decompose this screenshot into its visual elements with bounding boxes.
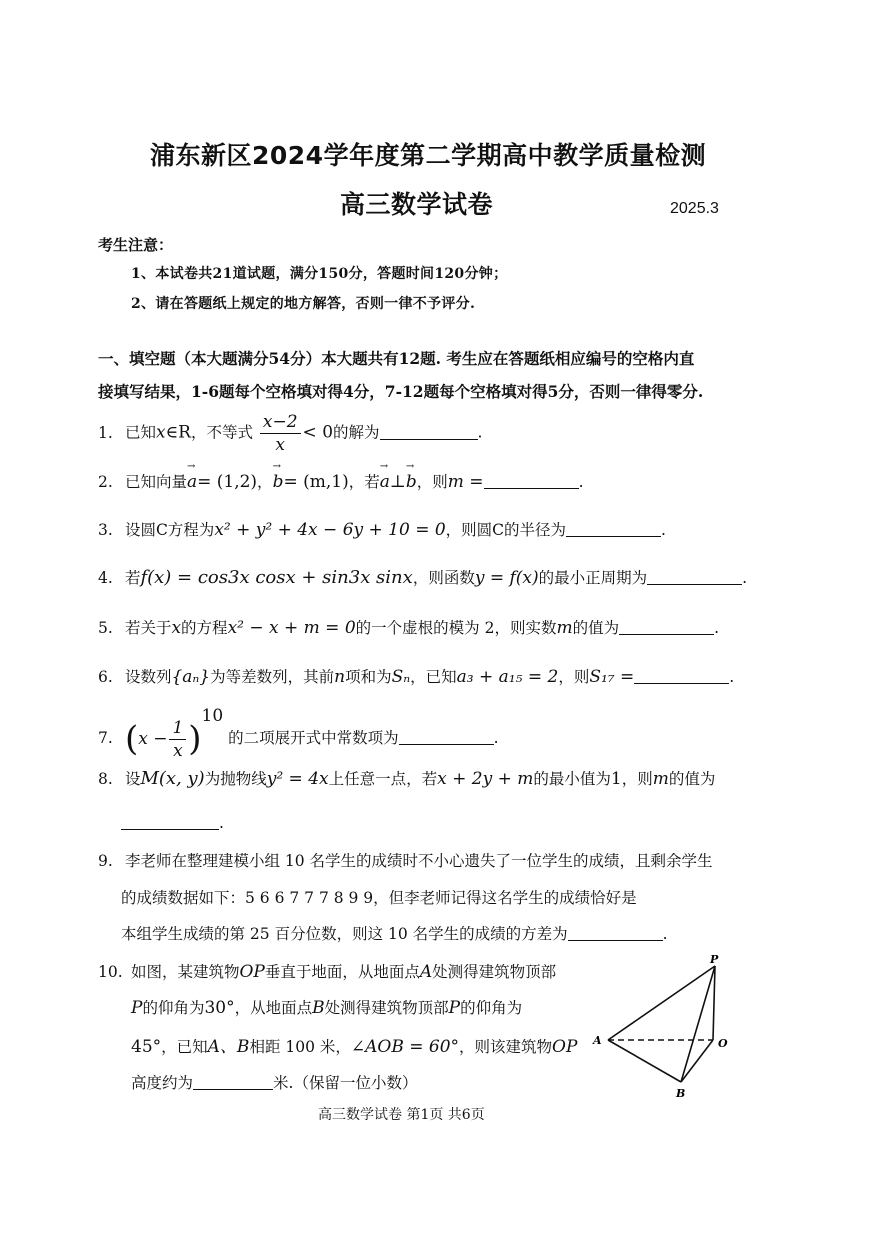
question-10-line-3 [131,1032,577,1057]
math-expr: = (m,1) [283,472,349,492]
question-8 [98,767,715,789]
answer-blank[interactable] [399,744,494,745]
math-number: 1 [610,769,622,789]
math-expr: y = f(x) [474,568,539,588]
exponent: 10 [201,706,224,726]
math-expr: x − [138,729,168,749]
right-paren: ) [188,719,202,759]
question-text: 的值为 [668,770,716,788]
answer-blank[interactable] [484,488,579,489]
label-A: A [593,1034,602,1047]
question-number: 7. [98,729,113,747]
question-number: 6. [98,668,113,686]
circle-equation: x² + y² + 4x − 6y + 10 = 0 [214,520,446,540]
line-BO [681,1040,713,1082]
question-text: 米.（保留一位小数） [273,1074,418,1092]
partial-sum: Sₙ [391,667,411,687]
math-var: x [155,422,166,443]
question-text: 的仰角为 [460,999,523,1017]
math-var: n [334,667,346,687]
question-text: 处测得建筑物顶部 [324,999,449,1017]
math-var: x [171,618,182,638]
question-text: 设 [124,770,141,788]
question-text: ，若 [348,473,380,491]
question-10-line-4 [131,1071,417,1093]
question-text: 已知 [124,423,156,442]
question-text: ，已知 [161,1038,208,1056]
period: . [493,729,499,747]
question-8-answer-line [121,814,224,832]
answer-blank[interactable] [121,829,219,830]
exam-date: 2025.3 [670,200,719,217]
question-3 [98,518,666,540]
math-set: ∈R [165,422,191,443]
fraction-numerator: x−2 [260,411,301,434]
partial-sum: S₁₇ = [589,667,635,687]
question-text: 的一个虚根的模为 2，则实数 [355,619,557,637]
question-text: 若关于 [124,619,172,637]
answer-blank[interactable] [634,683,729,684]
question-9-line-3 [121,922,668,944]
question-7 [98,706,499,762]
question-9 [98,849,713,871]
question-text: 的仰角为 [142,999,205,1017]
parabola-equation: y² = 4x [266,769,329,789]
period: . [661,521,666,539]
line-PO [713,966,715,1040]
math-var: A、B [207,1037,250,1057]
point: M(x, y) [140,768,205,789]
question-number: 8. [98,770,113,788]
math-expr: = (1,2) [197,472,258,492]
question-text: ，则圆C的半径为 [445,521,567,539]
question-text: 上任意一点，若 [328,770,438,788]
vector-a: → a [380,472,390,492]
sequence: {aₙ} [171,667,211,687]
math-var: P [131,998,143,1018]
answer-blank[interactable] [619,634,714,635]
math-var: P [448,998,461,1018]
question-text: 的二项展开式中常数项为 [228,729,399,747]
angle-value: 45° [131,1037,162,1057]
fraction [260,411,301,456]
question-text: ，则 [416,473,448,491]
question-number: 2. [98,473,113,491]
question-text: 的值为 [572,619,620,637]
question-text: 项和为 [345,668,392,686]
answer-blank[interactable] [380,439,478,440]
equation: a₃ + a₁₅ = 2 [456,667,559,687]
question-number: 3. [98,521,113,539]
line-PA [608,966,715,1040]
question-10 [98,960,556,982]
notice-item-1: 1、本试卷共21道试题，满分150分，答题时间120分钟； [131,266,508,282]
question-1 [98,411,482,456]
question-text: 的解为 [333,423,380,442]
answer-blank[interactable] [647,584,742,585]
math-var: OP [239,962,265,982]
question-text: ，则函数 [412,569,475,587]
math-expr: x + 2y + m [437,769,534,789]
exam-subtitle: 高三数学试卷 [340,190,494,219]
question-number: 1. [98,423,113,442]
section-intro-line-2: 接填写结果，1-6题每个空格填对得4分，7-12题每个空格填对得5分，否则一律得零分. [98,382,704,401]
question-text: 垂直于地面，从地面点 [264,963,420,981]
angle-value: 30° [204,998,235,1018]
perp-symbol: ⊥ [389,472,406,492]
building-diagram [588,952,738,1102]
period: . [742,569,748,587]
question-text: 相距 100 米， [249,1038,351,1056]
fraction-denominator: x [275,435,286,455]
question-text: 李老师在整理建模小组 10 名学生的成绩时不小心遗失了一位学生的成绩，且剩余学生 [124,852,713,870]
vector-b: → b [273,472,284,492]
line-AB [608,1040,681,1082]
math-var: A [419,962,433,982]
question-text: 的方程 [181,619,228,637]
question-text: 若 [124,569,141,587]
line-PB [681,966,715,1082]
vector-b: → b [406,472,417,492]
math-var: OP [552,1037,578,1057]
question-text: ，则 [558,668,590,686]
left-paren: ( [124,719,139,759]
question-4 [98,566,747,588]
question-text: ，从地面点 [234,999,313,1017]
question-6 [98,665,734,687]
question-text: 设圆C方程为 [124,521,215,539]
period: . [477,423,483,442]
section-intro-line-1: 一、填空题（本大题满分54分）本大题共有12题. 考生应在答题纸相应编号的空格内直 [98,349,695,368]
question-text: ，则该建筑物 [459,1038,553,1056]
question-text: ，不等式 [190,423,253,442]
question-text: ，则 [621,770,653,788]
label-O: O [718,1037,728,1050]
question-text: 的最小正周期为 [538,569,648,587]
math-inequality: < 0 [302,422,334,443]
math-expr: m = [447,472,484,492]
question-text: 的最小值为 [533,770,611,788]
question-5 [98,616,719,638]
label-B: B [676,1087,686,1100]
question-text: 处测得建筑物顶部 [432,963,557,981]
answer-blank[interactable] [568,940,663,941]
period: . [662,925,668,943]
period: . [729,668,735,686]
question-text: ， [257,473,273,491]
question-9-line-2: 的成绩数据如下：5 6 6 7 7 7 8 9 9，但李老师记得这名学生的成绩恰好是 [121,889,637,907]
period: . [219,814,224,832]
angle-expression: ∠AOB = 60° [350,1037,460,1057]
question-number: 4. [98,569,113,587]
fraction-numerator: 1 [169,717,186,740]
equation: x² − x + m = 0 [227,618,356,638]
fraction [169,717,186,762]
question-text: 为抛物线 [204,770,267,788]
exam-title: 浦东新区2024学年度第二学期高中教学质量检测 [150,141,707,170]
question-10-line-2 [131,996,522,1018]
vector-a: → a [187,472,197,492]
question-number: 10. [98,963,123,981]
question-text: 本组学生成绩的第 25 百分位数，则这 10 名学生的成绩的方差为 [121,925,568,943]
question-text: ，已知 [410,668,457,686]
question-2 [98,470,584,492]
question-number: 9. [98,852,113,870]
period: . [578,473,584,491]
math-var: m [556,618,573,638]
answer-blank[interactable] [193,1089,273,1090]
math-var: m [652,769,669,789]
question-text: 如图，某建筑物 [130,963,240,981]
question-text: 高度约为 [131,1074,194,1092]
question-text: 已知向量 [124,473,187,491]
label-P: P [710,953,719,966]
page-footer: 高三数学试卷 第1页 共6页 [318,1107,485,1123]
answer-blank[interactable] [566,536,661,537]
math-var: B [312,998,325,1018]
question-number: 5. [98,619,113,637]
notice-item-2: 2、请在答题纸上规定的地方解答，否则一律不予评分. [131,296,476,312]
period: . [714,619,720,637]
function-definition: f(x) = cos3x cosx + sin3x sinx [140,567,413,588]
fraction-denominator: x [173,740,183,761]
notice-heading: 考生注意： [98,236,174,254]
question-text: 为等差数列，其前 [210,668,335,686]
question-text: 设数列 [124,668,172,686]
